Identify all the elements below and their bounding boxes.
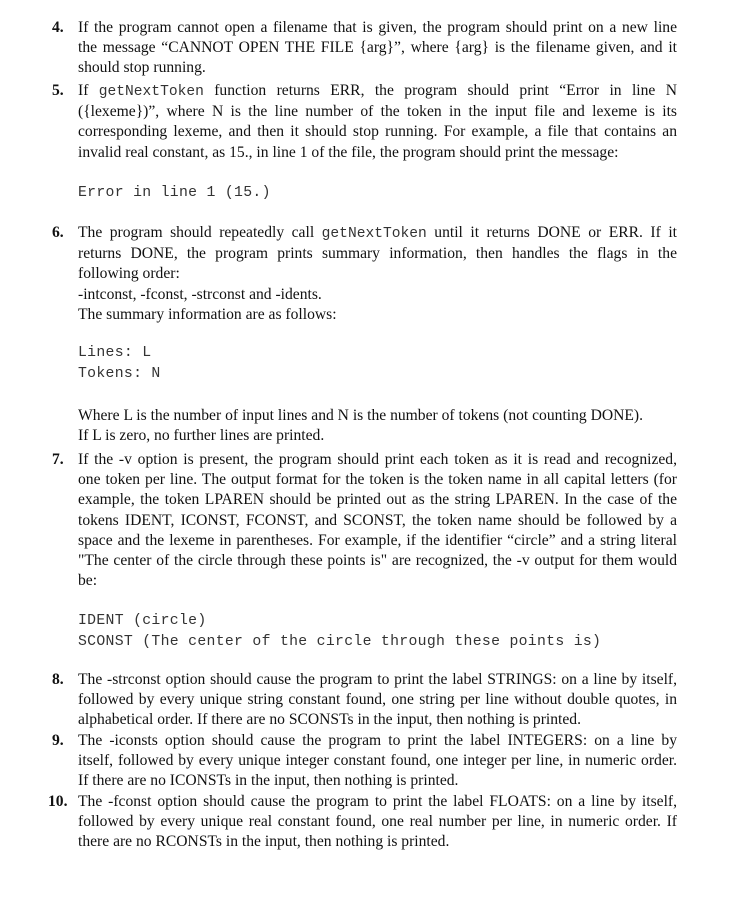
item-text: The -iconsts option should cause the program to print the label INTEGERS: on a line by itself, followed by every unique integer constant found, one integer per line, in numeric order. If there are no ICONSTs in the input, then nothing is printed. — [78, 732, 677, 790]
code-block: IDENT (circle) SCONST (The center of the circle through these points is) — [78, 613, 602, 650]
item-number: 7. — [52, 451, 64, 468]
item-number: 10. — [48, 793, 68, 810]
list-item-9 — [52, 731, 677, 792]
list-item-6 — [52, 223, 677, 446]
item-text: The -fconst option should cause the program to print the label FLOATS: on a line by itself, followed by every unique real constant found, one real number per line, in numeric order. If there are no RCONSTs in the input, then nothing is printed. — [78, 793, 677, 851]
item-number: 4. — [52, 19, 64, 36]
item-text: If the program cannot open a filename that is given, the program should print on a new line the message “CANNOT OPEN THE FILE {arg}”, where {arg} is the filename given, and it should stop running. — [78, 19, 677, 77]
item-number: 8. — [52, 671, 64, 688]
item-text: If getNextToken function returns ERR, the program should print “Error in line N ({lexeme})”, where N is the line number of the token in the input file and lexeme is its corresponding lexeme, and then it should stop running. For example, a file that contains an invalid real constant, as 15., in line 1 of the file, the program should print the message: — [78, 82, 677, 161]
item-text: If the -v option is present, the program should print each token as it is read and recognized, one token per line. The output format for the token is the token name in all capital letters (for example, the token LPAREN should be printed out as the string LPAREN. In the case of the tokens IDENT, ICONST, FCONST, and SCONST, the token name should be followed by a space and the lexeme in parentheses. For example, if the identifier “circle” and a string literal "The center of the circle through these points is" are recognized, the -v output for them would be: — [78, 451, 677, 590]
item-number: 9. — [52, 732, 64, 749]
list-item-8 — [52, 670, 677, 731]
list-item-4 — [52, 18, 677, 79]
list-item-7 — [52, 450, 677, 652]
list-item-10 — [48, 792, 677, 853]
code-block: Lines: L Tokens: N — [78, 345, 161, 382]
item-text-after: Where L is the number of input lines and N is the number of tokens (not counting DONE). If L is zero, no further lines are printed. — [78, 407, 644, 445]
item-number: 5. — [52, 82, 64, 99]
item-text: The -strconst option should cause the program to print the label STRINGS: on a line by itself, followed by every unique string constant found, one string per line without double quotes, in alphabetical order. If there are no SCONSTs in the input, then nothing is printed. — [78, 671, 677, 729]
list-item-5 — [52, 81, 677, 203]
item-text: The program should repeatedly call getNextToken until it returns DONE or ERR. If it returns DONE, the program prints summary information, then handles the flags in the following order: -intconst, -fconst, -strconst and -idents. The summary information are as follows: — [78, 224, 677, 323]
inline-code: getNextToken — [98, 84, 204, 100]
item-number: 6. — [52, 224, 64, 241]
code-block: Error in line 1 (15.) — [78, 184, 271, 201]
inline-code: getNextToken — [321, 226, 427, 242]
